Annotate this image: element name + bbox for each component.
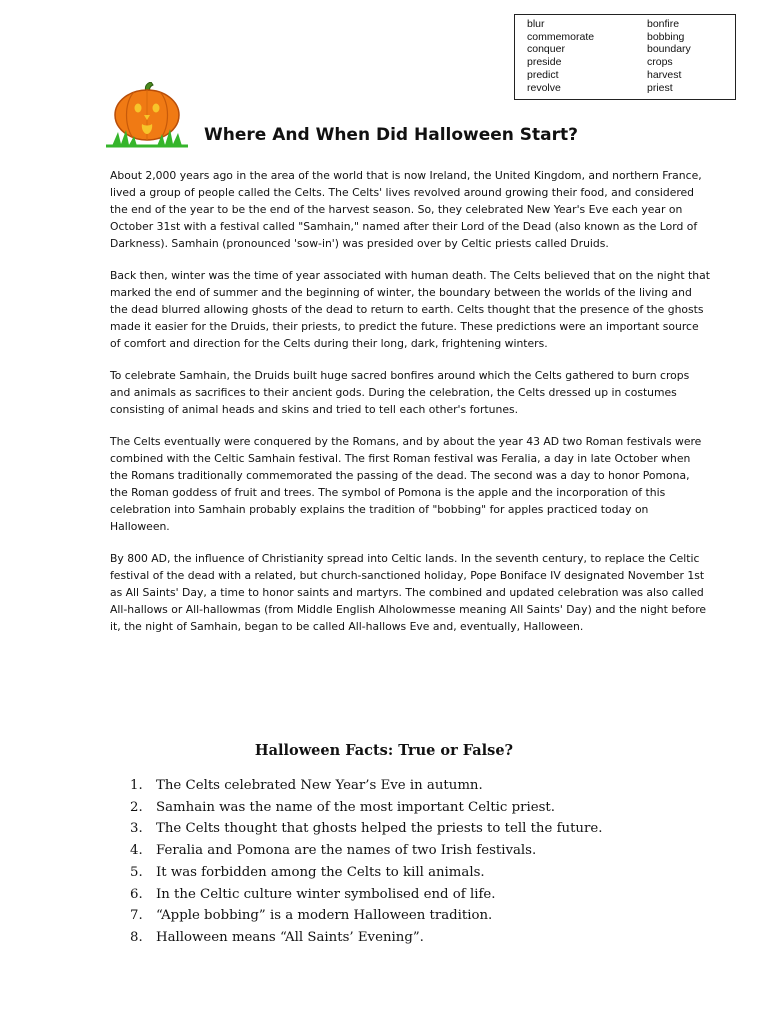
quiz-item-text: The Celts celebrated New Year’s Eve in autumn. xyxy=(156,778,483,793)
quiz-item-number: 5. xyxy=(130,864,143,880)
quiz-item xyxy=(130,884,730,906)
quiz-item xyxy=(130,862,730,884)
quiz-item-number: 8. xyxy=(130,929,143,945)
quiz-list xyxy=(130,775,730,949)
quiz-item-number: 6. xyxy=(130,886,143,902)
vocabulary-word: conquer xyxy=(527,43,565,56)
quiz-item xyxy=(130,797,730,819)
vocabulary-word: priest xyxy=(647,81,673,94)
quiz-item xyxy=(130,927,730,949)
vocabulary-word: boundary xyxy=(647,43,691,56)
quiz-item-text: In the Celtic culture winter symbolised end of life. xyxy=(156,886,496,902)
quiz-item xyxy=(130,905,730,927)
quiz-item-number: 2. xyxy=(130,799,143,815)
vocabulary-word: revolve xyxy=(527,81,561,94)
quiz-item-text: The Celts thought that ghosts helped the priests to tell the future. xyxy=(156,821,603,837)
quiz-item xyxy=(130,840,730,862)
quiz-item-text: Halloween means “All Saints’ Evening”. xyxy=(156,929,424,945)
quiz-item-number: 7. xyxy=(130,908,143,924)
page-title: Where And When Did Halloween Start? xyxy=(204,125,579,145)
quiz-item-number: 1. xyxy=(130,778,143,793)
vocabulary-column-2 xyxy=(647,18,691,94)
vocabulary-word: crops xyxy=(647,56,673,69)
vocabulary-box xyxy=(514,14,736,100)
paragraph: To celebrate Samhain, the Druids built huge sacred bonfires around which the Celts gathered to burn crops and animals as sacrifices to their ancient gods. During the celebration, the Celts dressed up in costumes consisting of animal heads and skins and tried to tell each other's fortunes. xyxy=(110,369,690,416)
quiz-item-text: “Apple bobbing” is a modern Halloween tradition. xyxy=(156,908,493,924)
vocabulary-word: preside xyxy=(527,56,562,69)
paragraph: About 2,000 years ago in the area of the world that is now Ireland, the United Kingdom, and northern France, lived a group of people called the Celts. The Celts' lives revolved around growing their food, and considered the end of the year to be the end of the harvest season. So, they celebrated New Year's Eve each year on October 31st with a festival called "Samhain," named after their Lord of the Dead (also known as the Lord of Darkness). Samhain (pronounced 'sow-in') was presided over by Celtic priests called Druids. xyxy=(110,169,702,250)
vocabulary-word: predict xyxy=(527,68,559,81)
quiz-title: Halloween Facts: True or False? xyxy=(254,742,514,759)
vocabulary-word: blur xyxy=(527,18,545,30)
vocabulary-word: commemorate xyxy=(527,30,595,43)
quiz-item-number: 3. xyxy=(130,821,143,837)
article-body xyxy=(110,167,710,650)
jack-o-lantern-icon xyxy=(104,82,190,148)
quiz-item-text: Samhain was the name of the most important Celtic priest. xyxy=(156,799,555,815)
quiz-item-text: Feralia and Pomona are the names of two Irish festivals. xyxy=(156,843,537,859)
quiz-item-text: It was forbidden among the Celts to kill animals. xyxy=(156,864,485,880)
vocabulary-word: bonfire xyxy=(647,18,680,30)
quiz-item xyxy=(130,775,730,797)
vocabulary-word: bobbing xyxy=(647,30,685,43)
quiz-item xyxy=(130,818,730,840)
paragraph: Back then, winter was the time of year associated with human death. The Celts believed that on the night that marked the end of summer and the beginning of winter, the boundary between the worlds of the living and the dead blurred allowing ghosts of the dead to return to earth. Celts thought that the presence of the ghosts made it easier for the Druids, their priests, to predict the future. These predictions were an important source of comfort and direction for the Celts during their long, dark, frightening winters. xyxy=(110,269,710,350)
vocabulary-word: harvest xyxy=(647,68,682,81)
paragraph: By 800 AD, the influence of Christianity spread into Celtic lands. In the seventh century, to replace the Celtic festival of the dead with a related, but church-sanctioned holiday, Pope Boniface IV designated November 1st as All Saints' Day, a time to honor saints and martyrs. The combined and updated celebration was also called All-hallows or All-hallowmas (from Middle English Alholowmesse meaning All Saints' Day) and the night before it, the night of Samhain, began to be called All-hallows Eve and, eventually, Halloween. xyxy=(110,552,707,633)
quiz-item-number: 4. xyxy=(130,843,143,859)
vocabulary-column-1 xyxy=(527,18,594,94)
paragraph: The Celts eventually were conquered by the Romans, and by about the year 43 AD two Roman festivals were combined with the Celtic Samhain festival. The first Roman festival was Feralia, a day in late October when the Romans traditionally commemorated the passing of the dead. The second was a day to honor Pomona, the Roman goddess of fruit and trees. The symbol of Pomona is the apple and the incorporation of this celebration into Samhain probably explains the tradition of "bobbing" for apples practiced today on Halloween. xyxy=(110,435,702,533)
